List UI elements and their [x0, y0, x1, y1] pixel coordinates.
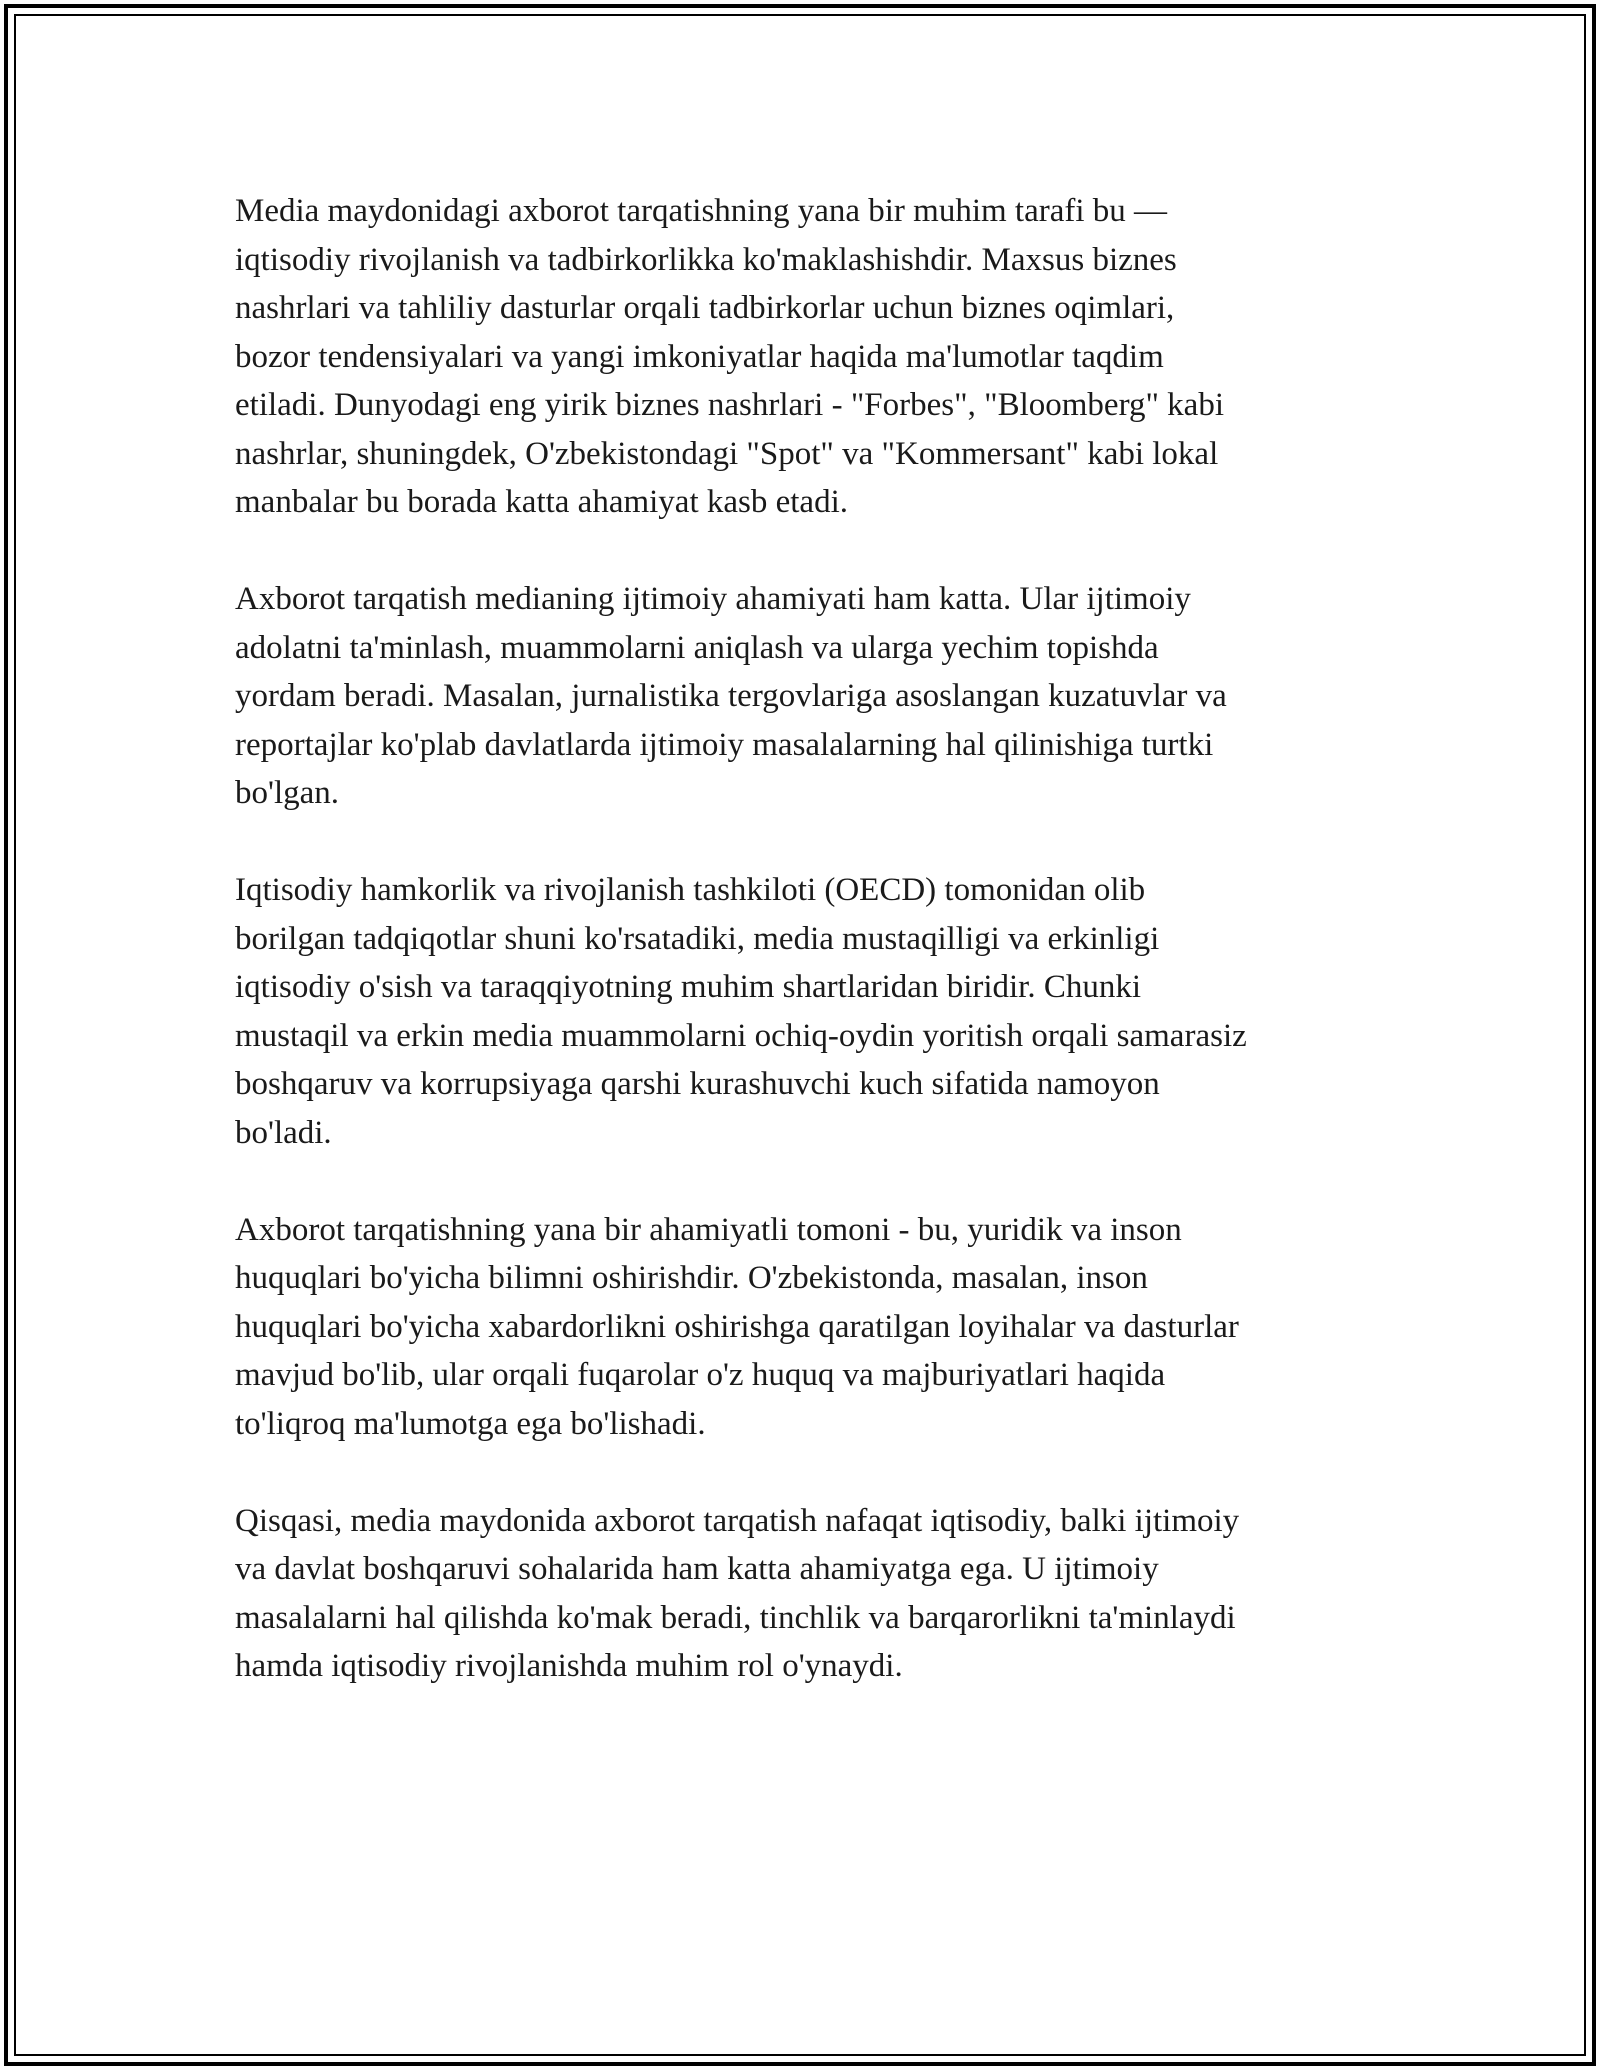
- paragraph-4: [235, 1206, 1380, 1449]
- text-line: bozor tendensiyalari va yangi imkoniyatlar haqida ma'lumotlar taqdim: [235, 338, 1164, 375]
- text-line: to'liqroq ma'lumotga ega bo'lishadi.: [235, 1405, 706, 1442]
- text-line: nashrlari va tahliliy dasturlar orqali tadbirkorlar uchun biznes oqimlari,: [235, 290, 1175, 326]
- text-line: huquqlari bo'yicha xabardorlikni oshirishga qaratilgan loyihalar va dasturlar: [235, 1308, 1239, 1345]
- text-line: nashrlar, shuningdek, O'zbekistondagi "Spot" va "Kommersant" kabi lokal: [235, 435, 1219, 472]
- text-line: masalalarni hal qilishda ko'mak beradi, tinchlik va barqarorlikni ta'minlaydi: [235, 1599, 1236, 1636]
- paragraph-2: [235, 575, 1380, 818]
- text-line: Iqtisodiy hamkorlik va rivojlanish tashkiloti (OECD) tomonidan olib: [235, 872, 1146, 908]
- text-line: mavjud bo'lib, ular orqali fuqarolar o'z huquq va majburiyatlari haqida: [235, 1357, 1166, 1393]
- text-line: yordam beradi. Masalan, jurnalistika tergovlariga asoslangan kuzatuvlar va: [235, 678, 1227, 714]
- text-line: va davlat boshqaruvi sohalarida ham katta ahamiyatga ega. U ijtimoiy: [235, 1551, 1159, 1587]
- paragraph-5: [235, 1497, 1380, 1691]
- text-line: Qisqasi, media maydonida axborot tarqatish nafaqat iqtisodiy, balki ijtimoiy: [235, 1502, 1240, 1539]
- text-line: Media maydonidagi axborot tarqatishning yana bir muhim tarafi bu —: [235, 193, 1168, 229]
- text-line: bo'lgan.: [235, 775, 340, 811]
- text-line: adolatni ta'minlash, muammolarni aniqlash va ularga yechim topishda: [235, 629, 1159, 666]
- paragraph-3: [235, 866, 1380, 1157]
- paragraph-1: [235, 187, 1380, 527]
- text-line: huquqlari bo'yicha bilimni oshirishdir. O'zbekistonda, masalan, inson: [235, 1260, 1148, 1296]
- text-line: bo'ladi.: [235, 1114, 332, 1151]
- text-line: mustaqil va erkin media muammolarni ochiq-oydin yoritish orqali samarasiz: [235, 1017, 1247, 1054]
- text-line: Axborot tarqatish medianing ijtimoiy ahamiyati ham katta. Ular ijtimoiy: [235, 581, 1191, 617]
- text-line: manbalar bu borada katta ahamiyat kasb etadi.: [235, 484, 848, 520]
- text-line: etiladi. Dunyodagi eng yirik biznes nashrlari - "Forbes", "Bloomberg" kabi: [235, 387, 1225, 423]
- text-line: iqtisodiy rivojlanish va tadbirkorlikka ko'maklashishdir. Maxsus biznes: [235, 241, 1177, 278]
- document-body: [235, 187, 1380, 1739]
- text-line: Axborot tarqatishning yana bir ahamiyatli tomoni - bu, yuridik va inson: [235, 1211, 1182, 1248]
- text-line: reportajlar ko'plab davlatlarda ijtimoiy masalalarning hal qilinishiga turtki: [235, 726, 1214, 763]
- text-line: hamda iqtisodiy rivojlanishda muhim rol o'ynaydi.: [235, 1648, 903, 1684]
- text-line: borilgan tadqiqotlar shuni ko'rsatadiki, media mustaqilligi va erkinligi: [235, 920, 1160, 957]
- text-line: boshqaruv va korrupsiyaga qarshi kurashuvchi kuch sifatida namoyon: [235, 1066, 1160, 1102]
- text-line: iqtisodiy o'sish va taraqqiyotning muhim shartlaridan biridir. Chunki: [235, 969, 1142, 1005]
